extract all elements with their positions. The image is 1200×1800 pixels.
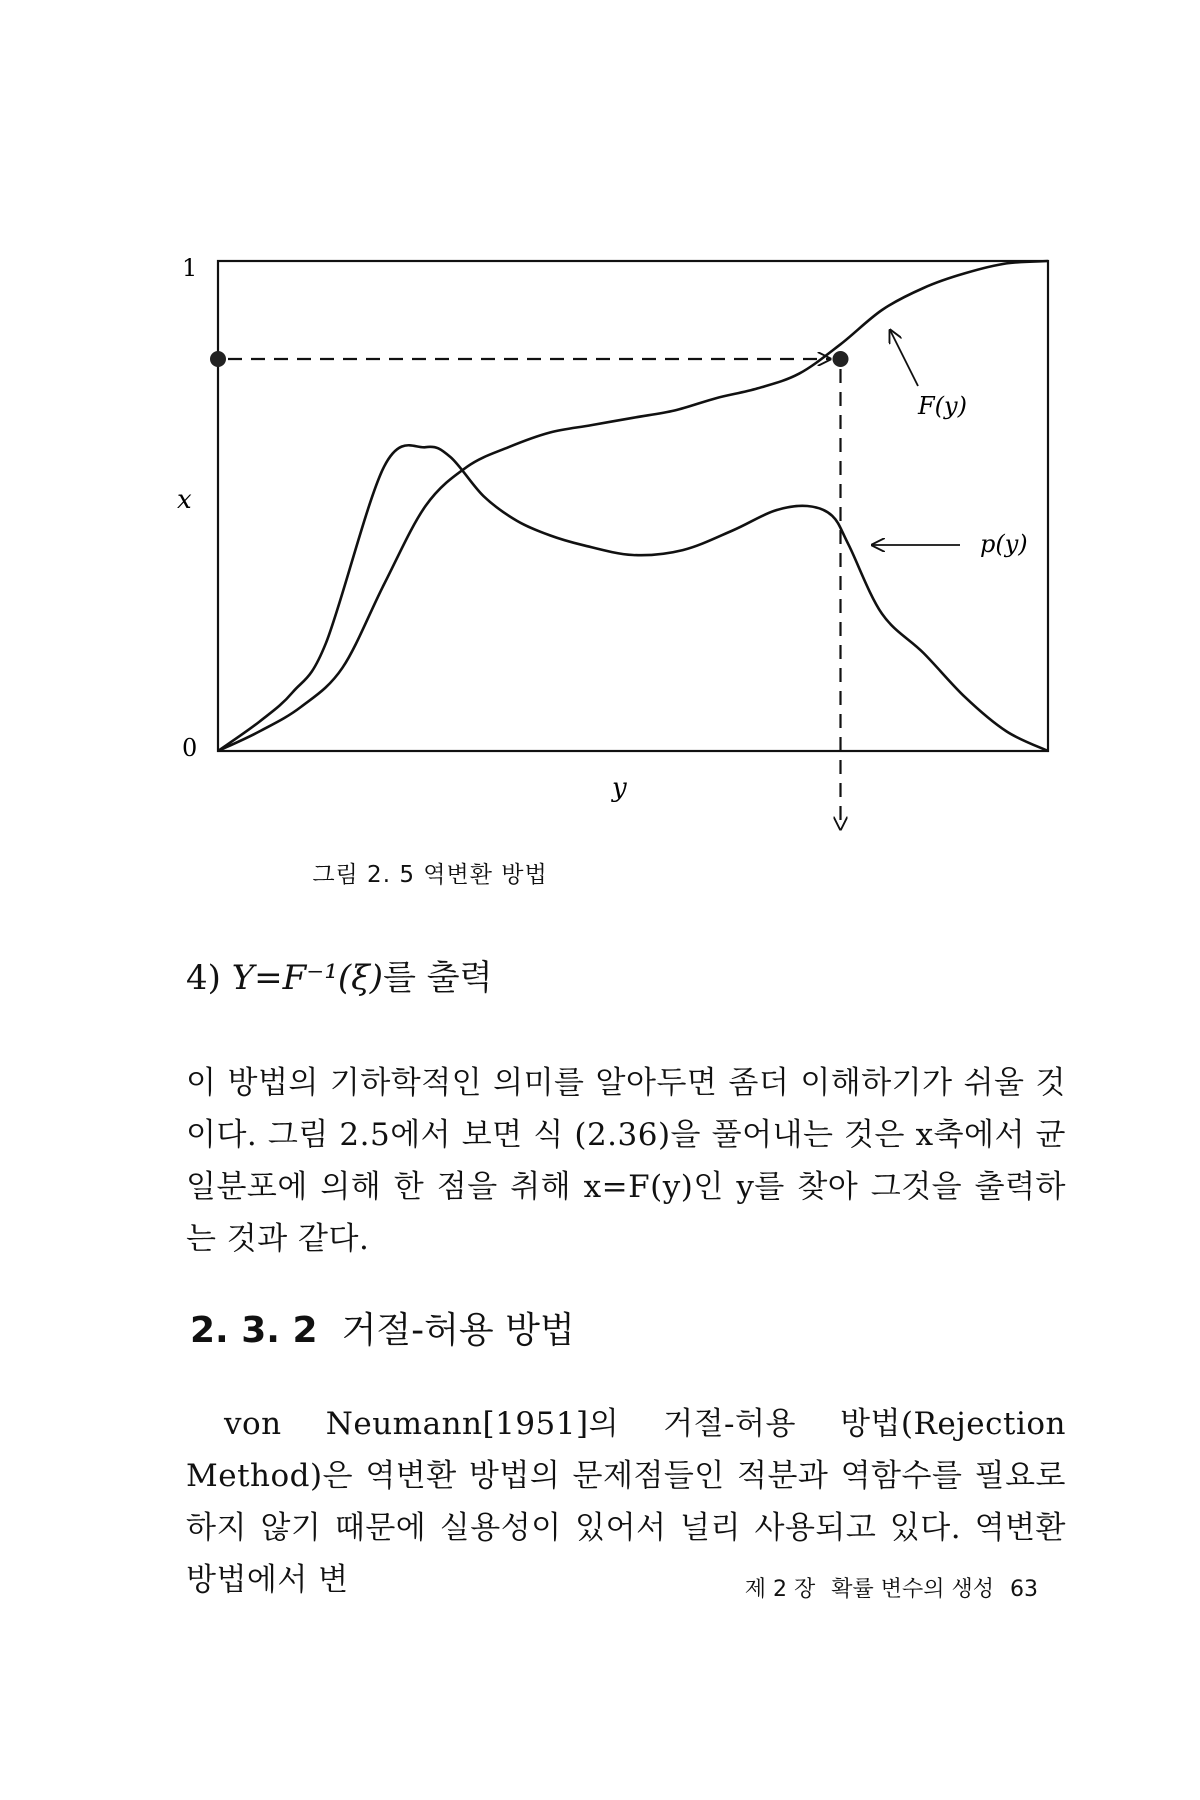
- y-tick-0: 0: [182, 734, 198, 762]
- curve-intersection-point: [833, 351, 849, 367]
- paragraph-rejection-method: von Neumann[1951]의 거절-허용 방법(Rejection Method)은 역변환 방법의 문제점들인 적분과 역함수를 필요로 하지 않기 때문에 실용성이 있어서 널리 사용되고 있다. 역변환 방법에서 변: [186, 1406, 1066, 1598]
- inverse-transform-figure: [0, 0, 1200, 880]
- pdf-curve: [218, 445, 1048, 751]
- pdf-label: p(y): [980, 530, 1028, 558]
- cdf-curve: [218, 261, 1048, 751]
- footer-chapter: 제 2 장: [744, 1577, 816, 1602]
- figure-caption: 그림 2. 5 역변환 방법: [312, 862, 548, 888]
- cdf-label-pointer: [890, 330, 918, 386]
- step-text: 를 출력: [383, 958, 493, 998]
- y-axis-label: x: [177, 485, 192, 515]
- cdf-label: F(y): [918, 392, 967, 420]
- step-formula: Y=F⁻¹(ξ): [231, 958, 384, 998]
- page-footer: [0, 1572, 1038, 1603]
- paragraph-geometric-meaning: 이 방법의 기하학적인 의미를 알아두면 좀더 이해하기가 쉬울 것이다. 그림 2.5에서 보면 식 (2.36)을 풀어내는 것은 x축에서 균일분포에 의해 한 점을 취해 x=F(y)인 y를 찾아 그것을 출력하는 것과 같다.: [186, 1065, 1066, 1257]
- uniform-sample-point: [210, 351, 226, 367]
- plot-frame: [218, 261, 1048, 751]
- x-axis-label: y: [612, 773, 627, 803]
- page-number: 63: [1010, 1577, 1038, 1602]
- section-number: 2. 3. 2: [190, 1310, 318, 1351]
- y-tick-1: 1: [182, 254, 198, 282]
- algorithm-step-4: [186, 950, 492, 999]
- section-title: 거절-허용 방법: [341, 1310, 575, 1351]
- step-number: 4): [186, 958, 232, 998]
- section-heading: [190, 1302, 575, 1353]
- footer-chapter-title: 확률 변수의 생성: [831, 1577, 994, 1602]
